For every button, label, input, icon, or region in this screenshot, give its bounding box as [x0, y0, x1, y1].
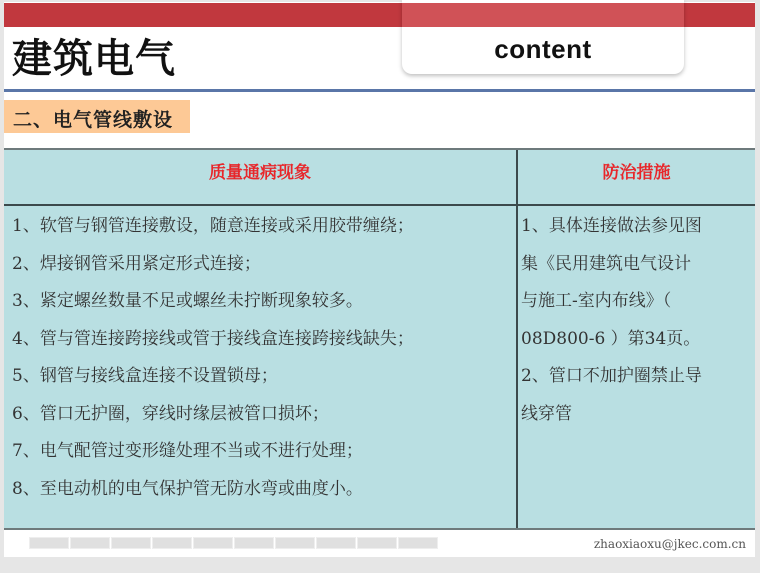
footer-block [234, 537, 274, 549]
content-tab-label: content [494, 34, 592, 64]
section-heading [4, 100, 190, 133]
footer-block [193, 537, 233, 549]
measure-line: 08D800-6 ）第34页。 [521, 328, 701, 349]
footer-block [29, 537, 69, 549]
content-tab-accent [402, 3, 684, 27]
footer-block [357, 537, 397, 549]
measure-line: 2、管口不加护圈禁止导 [521, 366, 702, 386]
problem-item: 7、电气配管过变形缝处理不当或不进行处理； [12, 441, 363, 461]
page-title: 建筑电气 [12, 36, 176, 82]
measure-line: 集《民用建筑电气设计 [521, 253, 691, 274]
content-tab [402, 0, 684, 74]
problem-item: 3、紧定螺丝数量不足或螺丝未拧断现象较多。 [12, 291, 363, 311]
measures-text [521, 208, 751, 433]
measure-line: 1、具体连接做法参见图 [521, 216, 702, 236]
problem-item: 4、管与管连接跨接线或管于接线盒连接跨接线缺失； [12, 328, 414, 349]
footer-block [275, 537, 315, 549]
section-heading-label: 二、电气管线敷设 [13, 109, 174, 131]
problem-item: 2、焊接钢管采用紧定形式连接； [12, 253, 261, 274]
problems-list [12, 208, 512, 508]
measure-line: 与施工-室内布线》（ [521, 291, 672, 311]
footer-placeholder-bar [29, 537, 438, 549]
footer-block [111, 537, 151, 549]
measure-line: 线穿管 [521, 403, 572, 424]
problem-item: 5、钢管与接线盒连接不设置锁母； [12, 366, 278, 386]
footer-email: zhaoxiaoxu@jkec.com.cn [593, 537, 746, 551]
column-header-problems: 质量通病现象 [209, 163, 311, 183]
footer-block [316, 537, 356, 549]
problem-item: 1、软管与钢管连接敷设，随意连接或采用胶带缠绕； [12, 216, 414, 236]
problem-item: 6、管口无护圈，穿线时缘层被管口损坏； [12, 403, 329, 424]
title-divider [4, 89, 755, 92]
header-row-divider [4, 204, 755, 206]
column-header-measures: 防治措施 [602, 163, 671, 183]
column-divider [516, 150, 518, 528]
footer-block [152, 537, 192, 549]
problem-item: 8、至电动机的电气保护管无防水弯或曲度小。 [12, 478, 363, 499]
footer-block [398, 537, 438, 549]
footer-block [70, 537, 110, 549]
